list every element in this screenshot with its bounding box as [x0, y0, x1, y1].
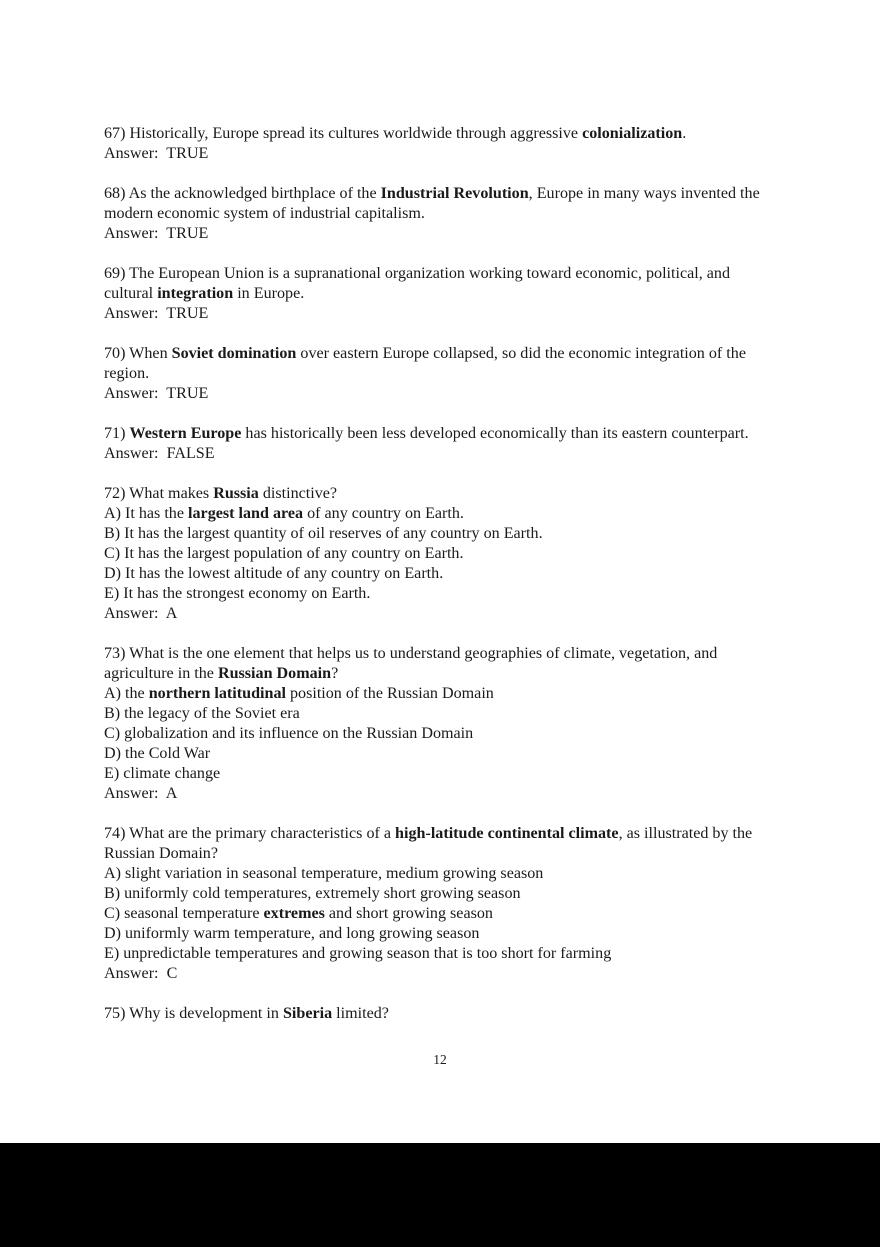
text-run: 74) What are the primary characteristics of a — [104, 825, 396, 842]
answer-option — [104, 724, 780, 744]
text-run: B) It has the largest quantity of oil reserves of any country on Earth. — [104, 525, 543, 542]
answer-option — [104, 524, 780, 544]
text-run: 73) What is the one element that helps us to understand geographies of climate, vegetation, and agriculture in the — [104, 645, 722, 682]
question-stem — [104, 644, 780, 684]
emphasis-term: Russian Domain — [217, 665, 332, 682]
emphasis-term: Soviet domination — [171, 345, 297, 362]
answer-option — [104, 584, 780, 604]
question-stem — [104, 344, 780, 384]
text-run: position of the Russian Domain — [285, 685, 494, 702]
question-block — [104, 1004, 780, 1024]
question-block — [104, 264, 780, 324]
answer-option — [104, 924, 780, 944]
text-run: 72) What makes — [104, 485, 214, 502]
emphasis-term: high-latitude continental climate — [395, 825, 619, 842]
text-run: ? — [331, 665, 339, 682]
text-run: D) uniformly warm temperature, and long growing season — [104, 925, 480, 942]
text-run: of any country on Earth. — [303, 505, 464, 522]
question-list — [104, 124, 780, 1024]
text-run: E) climate change — [104, 765, 221, 782]
answer-line — [104, 224, 780, 244]
text-run: C) It has the largest population of any country on Earth. — [104, 545, 464, 562]
question-stem — [104, 184, 780, 224]
emphasis-term: Siberia — [282, 1005, 333, 1022]
emphasis-term: colonialization — [582, 125, 683, 142]
answer-label: Answer: — [104, 785, 166, 802]
question-stem — [104, 824, 780, 864]
answer-option — [104, 684, 780, 704]
answer-line — [104, 384, 780, 404]
emphasis-term: extremes — [263, 905, 325, 922]
answer-value: TRUE — [166, 305, 209, 322]
question-block — [104, 644, 780, 804]
answer-option — [104, 944, 780, 964]
text-run: C) seasonal temperature — [104, 905, 264, 922]
question-stem — [104, 124, 780, 144]
text-run: A) It has the — [104, 505, 189, 522]
text-run: 69) The European Union is a supranational organization working toward economic, political, and cultural — [104, 265, 735, 302]
text-run: 71) — [104, 425, 130, 442]
page-number: 12 — [433, 1052, 447, 1067]
answer-option — [104, 884, 780, 904]
text-run: D) It has the lowest altitude of any country on Earth. — [104, 565, 444, 582]
text-run: B) the legacy of the Soviet era — [104, 705, 300, 722]
answer-option — [104, 764, 780, 784]
text-run: D) the Cold War — [104, 745, 211, 762]
text-run: 67) Historically, Europe spread its cultures worldwide through aggressive — [104, 125, 583, 142]
answer-label: Answer: — [104, 445, 167, 462]
answer-label: Answer: — [104, 305, 167, 322]
answer-label: Answer: — [104, 385, 167, 402]
question-block — [104, 824, 780, 984]
answer-label: Answer: — [104, 225, 167, 242]
text-run: E) unpredictable temperatures and growing season that is too short for farming — [104, 945, 612, 962]
answer-option — [104, 904, 780, 924]
text-run: 70) When — [104, 345, 172, 362]
emphasis-term: northern latitudinal — [148, 685, 286, 702]
answer-option — [104, 504, 780, 524]
text-run: 75) Why is development in — [104, 1005, 283, 1022]
emphasis-term: Russia — [213, 485, 259, 502]
answer-line — [104, 144, 780, 164]
text-run: 68) As the acknowledged birthplace of the — [104, 185, 381, 202]
answer-label: Answer: — [104, 605, 166, 622]
answer-line — [104, 444, 780, 464]
answer-option — [104, 744, 780, 764]
text-run: , Europe in many ways invented the modern economic system of industrial capitalism. — [104, 185, 764, 222]
question-stem — [104, 264, 780, 304]
text-run: over eastern Europe collapsed, so did the economic integration of the region. — [104, 345, 751, 382]
question-stem — [104, 484, 780, 504]
answer-line — [104, 964, 780, 984]
text-run: C) globalization and its influence on the Russian Domain — [104, 725, 474, 742]
question-block — [104, 484, 780, 624]
emphasis-term: largest land area — [188, 505, 304, 522]
text-run: A) the — [104, 685, 149, 702]
question-block — [104, 124, 780, 164]
answer-value: A — [165, 605, 178, 622]
text-run: limited? — [332, 1005, 389, 1022]
answer-value: FALSE — [166, 445, 215, 462]
answer-value: C — [166, 965, 178, 982]
answer-option — [104, 704, 780, 724]
question-stem — [104, 1004, 780, 1024]
text-run: A) slight variation in seasonal temperature, medium growing season — [104, 865, 544, 882]
answer-value: TRUE — [166, 385, 209, 402]
answer-option — [104, 564, 780, 584]
answer-line — [104, 604, 780, 624]
page-bottom-bar — [0, 1143, 880, 1247]
text-run: , as illustrated by the Russian Domain? — [104, 825, 757, 862]
answer-line — [104, 304, 780, 324]
text-run: has historically been less developed economically than its eastern counterpart. — [241, 425, 749, 442]
answer-value: TRUE — [166, 225, 209, 242]
text-run: B) uniformly cold temperatures, extremely short growing season — [104, 885, 521, 902]
text-run: and short growing season — [324, 905, 493, 922]
emphasis-term: Industrial Revolution — [380, 185, 529, 202]
text-run: . — [682, 125, 687, 142]
emphasis-term: integration — [157, 285, 234, 302]
text-run: in Europe. — [233, 285, 305, 302]
question-block — [104, 424, 780, 464]
text-run: distinctive? — [258, 485, 338, 502]
question-stem — [104, 424, 780, 444]
answer-label: Answer: — [104, 965, 167, 982]
question-block — [104, 184, 780, 244]
answer-label: Answer: — [104, 145, 167, 162]
answer-value: TRUE — [166, 145, 209, 162]
text-run: E) It has the strongest economy on Earth. — [104, 585, 371, 602]
answer-option — [104, 864, 780, 884]
answer-option — [104, 544, 780, 564]
answer-value: A — [165, 785, 178, 802]
answer-line — [104, 784, 780, 804]
emphasis-term: Western Europe — [129, 425, 242, 442]
question-block — [104, 344, 780, 404]
